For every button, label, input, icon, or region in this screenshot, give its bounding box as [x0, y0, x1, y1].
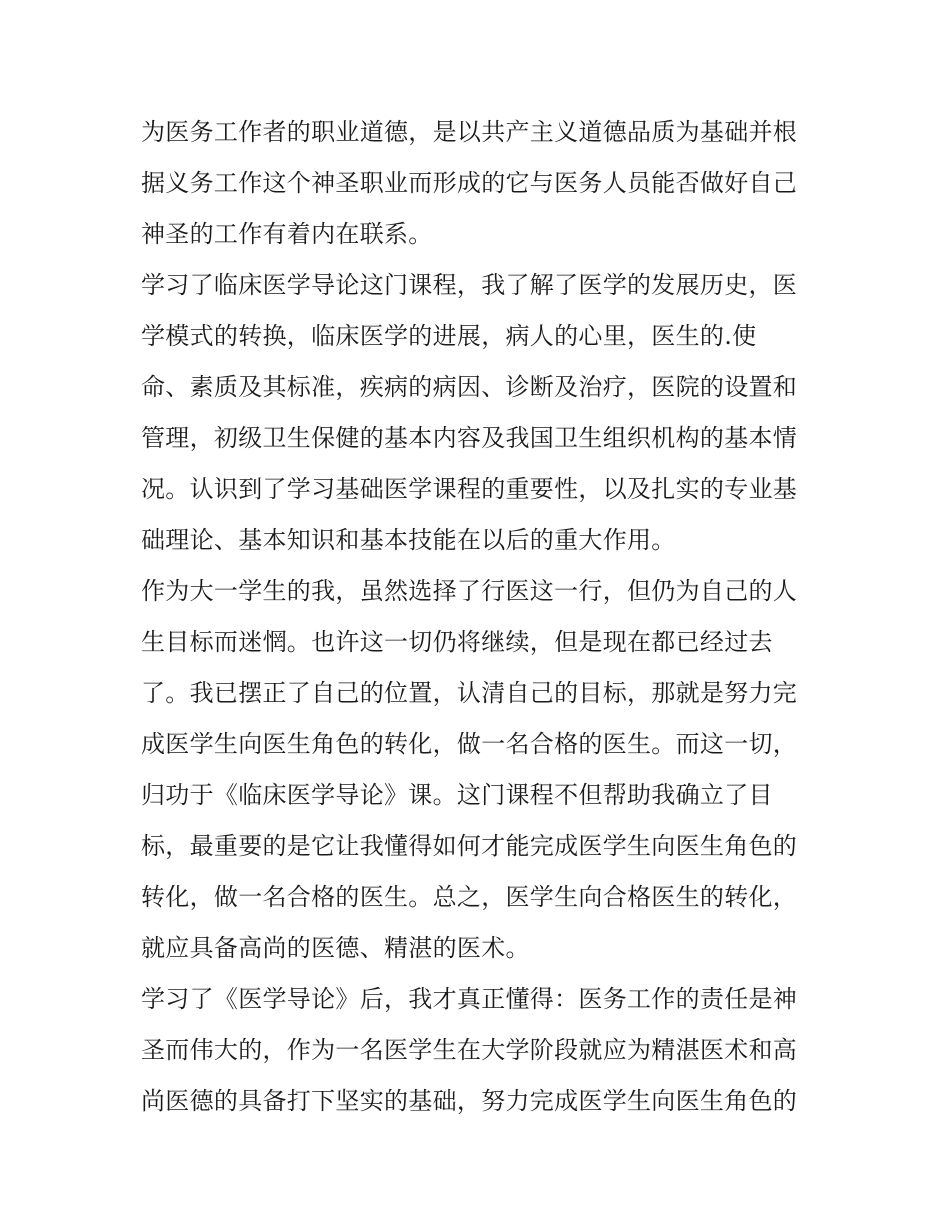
text-line: 学习了《医学导论》后，我才真正懂得：医务工作的责任是神	[141, 985, 798, 1013]
text-line: 管理，初级卫生保健的基本内容及我国卫生组织机构的基本情	[141, 424, 798, 452]
text-line: 神圣的工作有着内在联系。	[141, 220, 433, 248]
text-line: 学模式的转换，临床医学的进展，病人的心里，医生的.使	[141, 322, 757, 350]
text-line: 标，最重要的是它让我懂得如何才能完成医学生向医生角色的	[141, 832, 798, 860]
text-line: 为医务工作者的职业道德，是以共产主义道德品质为基础并根	[141, 118, 798, 146]
text-line: 归功于《临床医学导论》课。这门课程不但帮助我确立了目	[141, 781, 773, 809]
text-line: 就应具备高尚的医德、精湛的医术。	[141, 934, 530, 962]
text-line: 作为大一学生的我，虽然选择了行医这一行，但仍为自己的人	[141, 577, 798, 605]
text-line: 生目标而迷惘。也许这一切仍将继续，但是现在都已经过去	[141, 628, 773, 656]
text-line: 成医学生向医生角色的转化，做一名合格的医生。而这一切，	[141, 730, 798, 758]
text-line: 据义务工作这个神圣职业而形成的它与医务人员能否做好自己	[141, 169, 798, 197]
text-line: 尚医德的具备打下坚实的基础，努力完成医学生向医生角色的	[141, 1087, 798, 1115]
text-line: 转化，做一名合格的医生。总之，医学生向合格医生的转化，	[141, 883, 798, 911]
text-line: 了。我已摆正了自己的位置，认清自己的目标，那就是努力完	[141, 679, 798, 707]
text-line: 学习了临床医学导论这门课程，我了解了医学的发展历史，医	[141, 271, 798, 299]
document-body	[141, 107, 821, 1127]
text-line: 础理论、基本知识和基本技能在以后的重大作用。	[141, 526, 676, 554]
text-line: 圣而伟大的，作为一名医学生在大学阶段就应为精湛医术和高	[141, 1036, 798, 1064]
text-line: 况。认识到了学习基础医学课程的重要性，以及扎实的专业基	[141, 475, 798, 503]
text-line: 命、素质及其标准，疾病的病因、诊断及治疗，医院的设置和	[141, 373, 798, 401]
